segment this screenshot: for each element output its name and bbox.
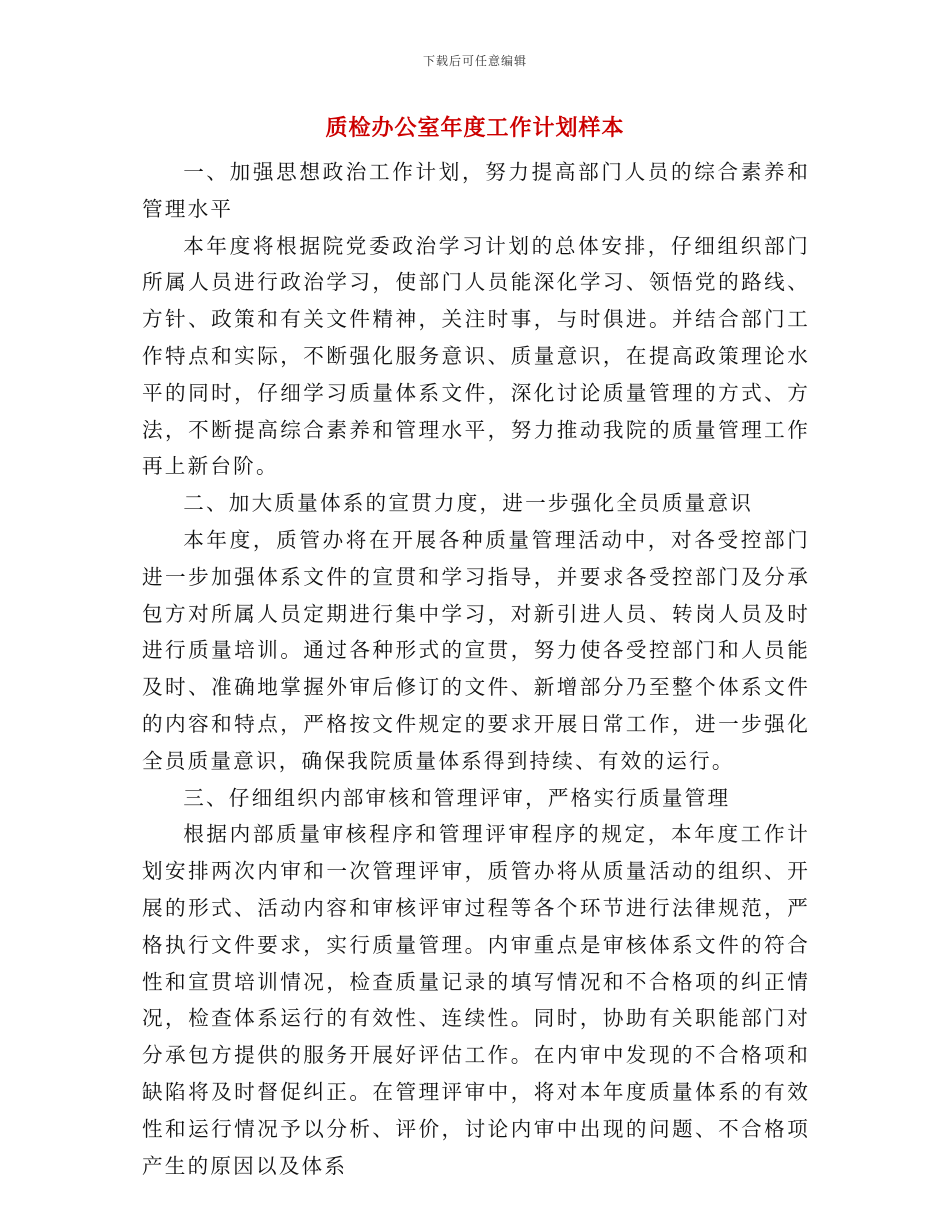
body-paragraph-3: 根据内部质量审核程序和管理评审程序的规定，本年度工作计划安排两次内审和一次管理评审，质管办将从质量活动的组织、开展的形式、活动内容和审核评审过程等各个环节进行法律规范，严格执行文件要求，实行质量管理。内审重点是审核体系文件的符合性和宣贯培训情况，检查质量记录的填写情况和不合格项的纠正情况，检查体系运行的有效性、连续性。同时，协助有关职能部门对分承包方提供的服务开展好评估工作。在内审中发现的不合格项和缺陷将及时督促纠正。在管理评审中，将对本年度质量体系的有效性和运行情况予以分析、评价，讨论内审中出现的问题、不合格项产生的原因以及体系 (142, 822, 810, 1178)
page-header-note: 下载后可任意编辑 (422, 54, 527, 68)
section-heading-2: 二、加大质量体系的宣贯力度，进一步强化全员质量意识 (183, 491, 754, 516)
body-paragraph-2: 本年度，质管办将在开展各种质量管理活动中，对各受控部门进一步加强体系文件的宣贯和学习指导，并要求各受控部门及分承包方对所属人员定期进行集中学习，对新引进人员、转岗人员及时进行质量培训。通过各种形式的宣贯，努力使各受控部门和人员能及时、准确地掌握外审后修订的文件、新增部分乃至整个体系文件的内容和特点，严格按文件规定的要求开展日常工作，进一步强化全员质量意识，确保我院质量体系得到持续、有效的运行。 (142, 527, 810, 773)
section-heading-3: 三、仔细组织内部审核和管理评审，严格实行质量管理 (183, 785, 731, 810)
document-title: 质检办公室年度工作计划样本 (325, 115, 625, 141)
body-paragraph-1: 本年度将根据院党委政治学习计划的总体安排，仔细组织部门所属人员进行政治学习，使部门人员能深化学习、领悟党的路线、方针、政策和有关文件精神，关注时事，与时俱进。并结合部门工作特点和实际，不断强化服务意识、质量意识，在提高政策理论水平的同时，仔细学习质量体系文件，深化讨论质量管理的方式、方法，不断提高综合素养和管理水平，努力推动我院的质量管理工作再上新台阶。 (142, 233, 810, 479)
document-body (142, 154, 810, 1184)
section-heading-1: 一、加强思想政治工作计划，努力提高部门人员的综合素养和管理水平 (142, 160, 810, 221)
